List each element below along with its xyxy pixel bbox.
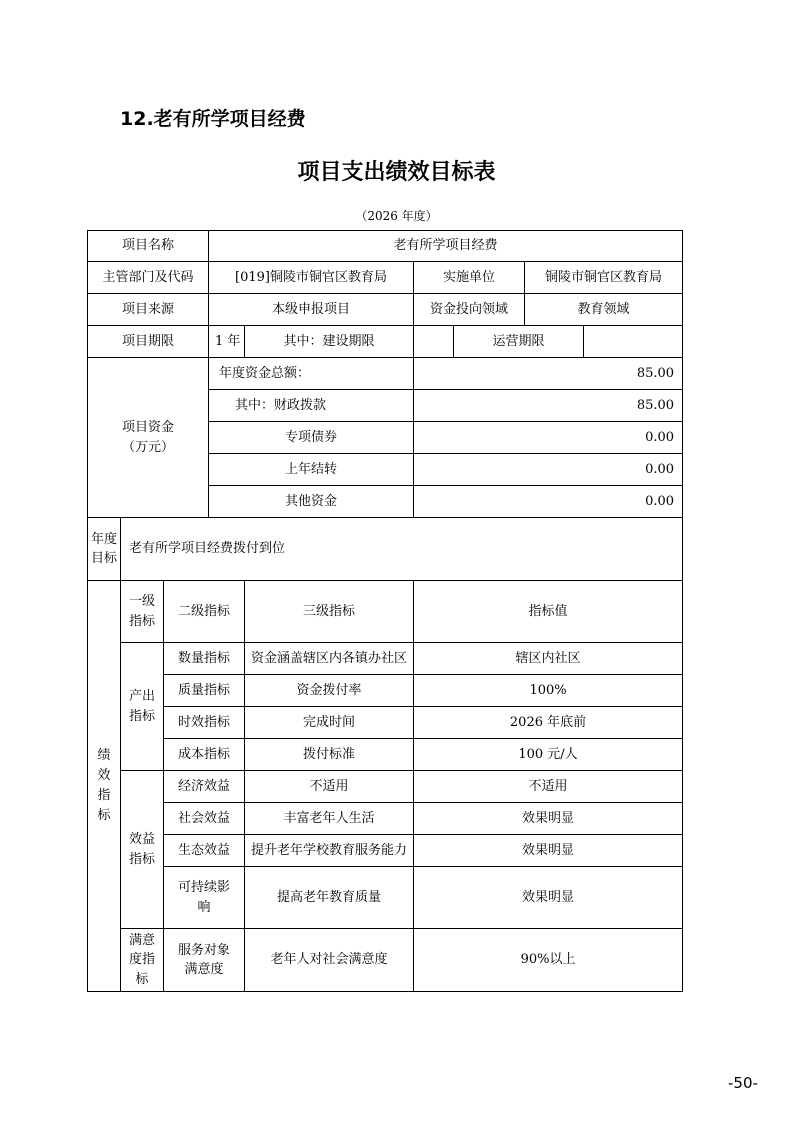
page-number: -50-: [728, 1074, 758, 1092]
indicator-row: [88, 707, 683, 739]
value-cell: 不适用: [414, 771, 683, 803]
fund-item-value: 0.00: [414, 422, 683, 454]
value-cell: 效果明显: [414, 867, 683, 929]
period-value: 1 年: [209, 326, 245, 358]
header-level1: [121, 581, 164, 643]
annual-goal-label-line1: 年度: [90, 531, 117, 547]
benefit-label-line2: 指标: [128, 851, 155, 867]
level3-cell: 完成时间: [245, 707, 414, 739]
level2-line1: 服务对象: [178, 942, 231, 958]
fund-item-value: 85.00: [414, 390, 683, 422]
level3-cell: 提高老年教育质量: [245, 867, 414, 929]
level3-cell: 资金拨付率: [245, 675, 414, 707]
value-cell: 2026 年底前: [414, 707, 683, 739]
level2-cell: [164, 867, 245, 929]
header-value: 指标值: [414, 581, 683, 643]
level3-cell: 丰富老年人生活: [245, 803, 414, 835]
department-value: [019]铜陵市铜官区教育局: [209, 262, 414, 294]
level2-cell: 生态效益: [164, 835, 245, 867]
implementer-value: 铜陵市铜官区教育局: [525, 262, 683, 294]
level2-cell: 时效指标: [164, 707, 245, 739]
project-name-value: 老有所学项目经费: [209, 231, 683, 262]
row-project-name: [88, 231, 683, 262]
indicator-row: [88, 803, 683, 835]
fund-item-value: 0.00: [414, 486, 683, 518]
header-level3: 三级指标: [245, 581, 414, 643]
annual-goal-text: 老有所学项目经费拨付到位: [121, 518, 683, 581]
indicator-group-char: 绩: [97, 747, 111, 763]
level3-cell: 资金涵盖辖区内各镇办社区: [245, 643, 414, 675]
value-cell: 效果明显: [414, 803, 683, 835]
department-label: 主管部门及代码: [88, 262, 209, 294]
indicator-header-row: [88, 581, 683, 643]
output-indicator-label: [121, 643, 164, 771]
level3-cell: 提升老年学校教育服务能力: [245, 835, 414, 867]
level2-line2: 响: [197, 899, 211, 915]
level2-cell: 成本指标: [164, 739, 245, 771]
indicator-row: [88, 771, 683, 803]
row-department: [88, 262, 683, 294]
level2-cell: 社会效益: [164, 803, 245, 835]
indicator-row: [88, 675, 683, 707]
output-label-line1: 产出: [128, 689, 155, 704]
row-source: [88, 294, 683, 326]
fund-label: [88, 358, 209, 518]
level2-cell: [164, 929, 245, 992]
level3-cell: 拨付标准: [245, 739, 414, 771]
level2-cell: 数量指标: [164, 643, 245, 675]
annual-goal-label: [88, 518, 121, 581]
implementer-label: 实施单位: [414, 262, 525, 294]
benefit-label-line1: 效益: [128, 832, 155, 847]
level2-cell: 经济效益: [164, 771, 245, 803]
row-annual-goal: [88, 518, 683, 581]
value-cell: 100%: [414, 675, 683, 707]
satisfaction-label-line1: 满意: [128, 932, 155, 948]
section-title: 12.老有所学项目经费: [120, 108, 306, 130]
level3-cell: 老年人对社会满意度: [245, 929, 414, 992]
source-value: 本级申报项目: [209, 294, 414, 326]
level2-line1: 可持续影: [178, 880, 231, 895]
value-cell: 辖区内社区: [414, 643, 683, 675]
annual-goal-label-line2: 目标: [90, 551, 117, 566]
indicator-row: [88, 643, 683, 675]
row-period: [88, 326, 683, 358]
header-level2: 二级指标: [164, 581, 245, 643]
satisfaction-indicator-label: [121, 929, 164, 992]
build-period-value: [414, 326, 454, 358]
fund-item-value: 0.00: [414, 454, 683, 486]
ops-period-label: 运营期限: [454, 326, 584, 358]
fund-item-label: 专项债券: [209, 422, 414, 454]
header-level1-line2: 指标: [128, 613, 155, 629]
fund-item-label: 上年结转: [209, 454, 414, 486]
fund-item-label: 其他资金: [209, 486, 414, 518]
indicator-row: [88, 929, 683, 992]
source-label: 项目来源: [88, 294, 209, 326]
value-cell: 90%以上: [414, 929, 683, 992]
project-name-label: 项目名称: [88, 231, 209, 262]
ops-period-value: [584, 326, 683, 358]
indicator-group-label: [88, 581, 121, 992]
value-cell: 效果明显: [414, 835, 683, 867]
fund-label-line1: 项目资金: [122, 420, 175, 435]
fund-label-line2: （万元）: [122, 439, 175, 455]
satisfaction-label-line2: 度指: [128, 952, 155, 968]
indicator-group-char: 指: [97, 788, 111, 803]
header-level1-line1: 一级: [128, 594, 155, 609]
performance-table: [87, 230, 683, 992]
level2-line2: 满意度: [184, 962, 224, 977]
period-label: 项目期限: [88, 326, 209, 358]
indicator-row: [88, 867, 683, 929]
indicator-row: [88, 835, 683, 867]
fund-row: [88, 358, 683, 390]
benefit-indicator-label: [121, 771, 164, 929]
value-cell: 100 元/人: [414, 739, 683, 771]
field-label: 资金投向领域: [414, 294, 525, 326]
fund-item-value: 85.00: [414, 358, 683, 390]
field-value: 教育领域: [525, 294, 683, 326]
fund-item-label: 其中：财政拨款: [209, 390, 414, 422]
output-label-line2: 指标: [128, 708, 155, 724]
satisfaction-label-line3: 标: [135, 971, 149, 987]
year-label: （2026 年度）: [355, 209, 438, 223]
build-period-label: 其中：建设期限: [245, 326, 414, 358]
level2-cell: 质量指标: [164, 675, 245, 707]
indicator-group-char: 效: [97, 767, 111, 783]
fund-item-label: 年度资金总额：: [209, 358, 414, 390]
indicator-row: [88, 739, 683, 771]
level3-cell: 不适用: [245, 771, 414, 803]
indicator-group-char: 标: [97, 808, 111, 824]
page-title: 项目支出绩效目标表: [297, 160, 496, 185]
